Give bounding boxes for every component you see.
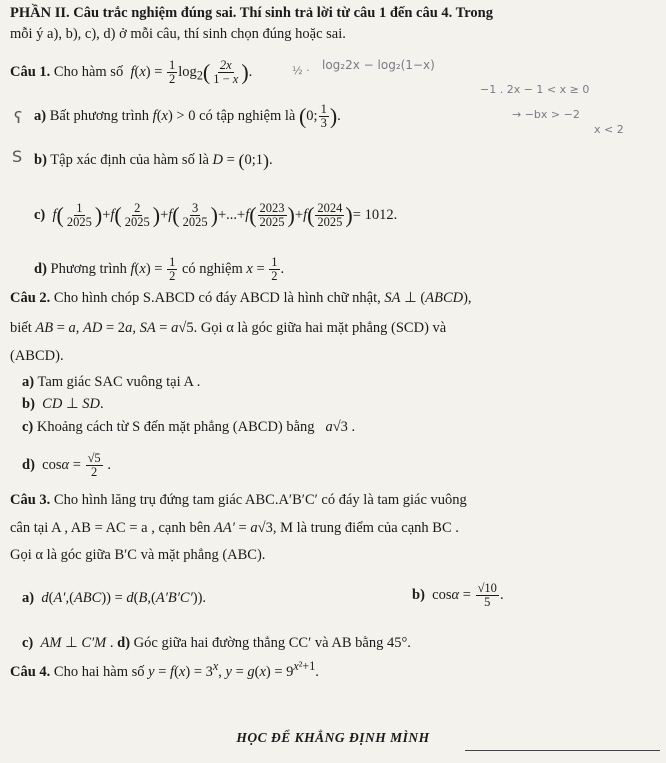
q3-stem-line2: cân tại A , AB = AC = a , cạnh bên AA′ = a√3, M là trung điểm của cạnh BC . bbox=[10, 520, 459, 536]
footer-rule bbox=[465, 750, 660, 751]
q1-option-b: b) Tập xác định của hàm số là D = (0;1). bbox=[34, 150, 273, 171]
q3-stem-line3: Gọi α là góc giữa B′C và mặt phẳng (ABC). bbox=[10, 547, 266, 563]
q3-option-a: a) d(A′,(ABC)) = d(B,(A′B′C′)). bbox=[22, 590, 207, 606]
q1-stem: Câu 1. Cho hàm số f(x) = $\frac{1}{2}$ $\log_2$( $\frac{2x}{1 - x}$ ). bbox=[10, 58, 253, 86]
handwritten-note-1: log₂2x − log₂(1−x) bbox=[322, 58, 435, 72]
q2-stem-line2: biết AB = a, AD = 2a, SA = a√5. Gọi α là góc giữa hai mặt phẳng (SCD) và bbox=[10, 320, 447, 336]
q3-option-c: c) AM ⊥ C′M . d) Góc giữa hai đường thẳng CC′ và AB bằng 45°. bbox=[22, 635, 411, 651]
q2-option-c: c) Khoảng cách từ S đến mặt phẳng (ABCD) bằng a√3 . bbox=[22, 419, 356, 435]
q1-option-a: a) Bất phương trình f(x) > 0 có tập nghiệm là (0; $\frac{1}{3}$ ). bbox=[34, 102, 341, 130]
q4-stem: Câu 4. Cho hai hàm số $y = f(x) = 3^x$, $y = g(x) = 9^{x^2+1}$. bbox=[10, 659, 319, 680]
q2-option-a: a) Tam giác SAC vuông tại A . bbox=[22, 374, 201, 390]
q2-option-b: b) CD ⊥ SD. bbox=[22, 396, 104, 412]
handwritten-note-half: ½ · bbox=[292, 64, 310, 77]
section-header-line1: PHẦN II. Câu trắc nghiệm đúng sai. Thí sinh trả lời từ câu 1 đến câu 4. Trong bbox=[10, 5, 493, 21]
q2-stem-line1: Câu 2. Cho hình chóp S.ABCD có đáy ABCD là hình chữ nhật, SA ⊥ (ABCD), bbox=[10, 290, 472, 306]
handwritten-note-4: x < 2 bbox=[594, 123, 624, 136]
handwritten-note-3: → −bx > −2 bbox=[512, 108, 580, 121]
q3-stem-line1: Câu 3. Cho hình lăng trụ đứng tam giác ABC.A′B′C′ có đáy là tam giác vuông bbox=[10, 492, 467, 508]
handwritten-note-2: −1 . 2x − 1 < x ≥ 0 bbox=[480, 83, 590, 96]
footer-slogan: HỌC ĐỂ KHẲNG ĐỊNH MÌNH bbox=[236, 730, 430, 745]
q2-option-d: d) cosα = $\frac{√5}{2}$ . bbox=[22, 451, 111, 479]
pen-s-mark: S bbox=[12, 147, 23, 166]
q1-option-c: c) f( $\frac{1}{2025}$ )+f( $\frac{2}{2025}$ )+f( $\frac{3}{2025}$ )+...+f( $\frac{2023}{2025}$ )+f( $\frac{2024}{2025}$ )= 1012. bbox=[34, 201, 398, 229]
q1-option-d: d) Phương trình f(x) = $\frac{1}{2}$ có nghiệm x = $\frac{1}{2}$ . bbox=[34, 255, 285, 283]
pen-check-mark: ʕ bbox=[14, 108, 23, 127]
q3-option-b: b) cosα = $\frac{√10}{5}$ . bbox=[412, 581, 504, 609]
q2-stem-line3: (ABCD). bbox=[10, 348, 64, 364]
section-header-line2: mỗi ý a), b), c), d) ở mỗi câu, thí sinh chọn đúng hoặc sai. bbox=[10, 26, 346, 42]
